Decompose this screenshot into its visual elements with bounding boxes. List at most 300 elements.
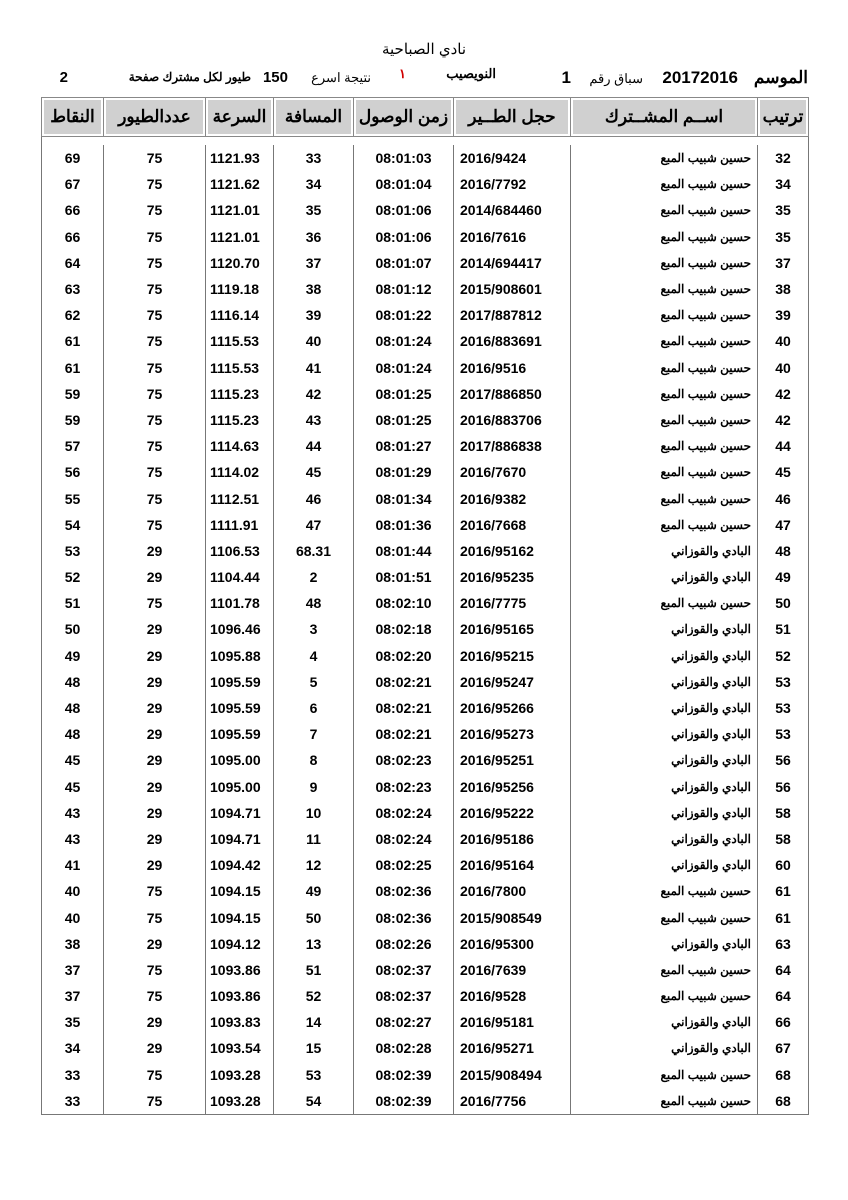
cell-distance: 68.31 xyxy=(274,538,354,564)
cell-arrival-time: 08:01:04 xyxy=(354,171,454,197)
cell-arrival-time: 08:02:24 xyxy=(354,800,454,826)
cell-ring: 2016/9516 xyxy=(454,355,571,381)
cell-birds: 29 xyxy=(104,826,206,852)
cell-distance: 54 xyxy=(274,1088,354,1115)
cell-points: 52 xyxy=(42,564,104,590)
cell-rank: 44 xyxy=(758,433,809,459)
cell-arrival-time: 08:02:23 xyxy=(354,747,454,773)
cell-rank: 51 xyxy=(758,616,809,642)
cell-arrival-time: 08:01:24 xyxy=(354,355,454,381)
cell-points: 61 xyxy=(42,355,104,381)
cell-arrival-time: 08:01:25 xyxy=(354,407,454,433)
cell-arrival-time: 08:02:21 xyxy=(354,669,454,695)
cell-birds: 75 xyxy=(104,983,206,1009)
cell-name: حسين شبيب المبع xyxy=(571,407,758,433)
cell-speed: 1093.54 xyxy=(206,1035,274,1061)
cell-points: 49 xyxy=(42,643,104,669)
cell-speed: 1112.51 xyxy=(206,485,274,511)
cell-speed: 1095.59 xyxy=(206,669,274,695)
cell-birds: 75 xyxy=(104,512,206,538)
club-title: نادي الصباحية xyxy=(381,41,467,58)
table-row xyxy=(42,878,809,904)
cell-speed: 1096.46 xyxy=(206,616,274,642)
cell-name: البادي والقوزاني xyxy=(571,800,758,826)
header-ring: حجل الطــير xyxy=(454,98,571,137)
cell-name: حسين شبيب المبع xyxy=(571,328,758,354)
cell-rank: 35 xyxy=(758,224,809,250)
cell-name: حسين شبيب المبع xyxy=(571,878,758,904)
cell-ring: 2016/95186 xyxy=(454,826,571,852)
cell-arrival-time: 08:01:29 xyxy=(354,459,454,485)
cell-rank: 56 xyxy=(758,774,809,800)
results-table xyxy=(41,97,809,1115)
table-row xyxy=(42,643,809,669)
cell-rank: 53 xyxy=(758,669,809,695)
cell-speed: 1115.53 xyxy=(206,328,274,354)
cell-rank: 38 xyxy=(758,276,809,302)
cell-points: 48 xyxy=(42,669,104,695)
cell-distance: 39 xyxy=(274,302,354,328)
cell-rank: 35 xyxy=(758,197,809,223)
cell-name: حسين شبيب المبع xyxy=(571,250,758,276)
table-row xyxy=(42,381,809,407)
table-row xyxy=(42,590,809,616)
cell-birds: 29 xyxy=(104,800,206,826)
table-row xyxy=(42,197,809,223)
cell-points: 34 xyxy=(42,1035,104,1061)
cell-birds: 75 xyxy=(104,197,206,223)
cell-ring: 2016/7639 xyxy=(454,957,571,983)
cell-arrival-time: 08:02:25 xyxy=(354,852,454,878)
cell-name: البادي والقوزاني xyxy=(571,564,758,590)
cell-points: 64 xyxy=(42,250,104,276)
cell-distance: 10 xyxy=(274,800,354,826)
cell-points: 41 xyxy=(42,852,104,878)
cell-ring: 2016/883706 xyxy=(454,407,571,433)
cell-rank: 66 xyxy=(758,1009,809,1035)
cell-distance: 35 xyxy=(274,197,354,223)
cell-arrival-time: 08:01:06 xyxy=(354,224,454,250)
cell-points: 56 xyxy=(42,459,104,485)
cell-ring: 2016/7800 xyxy=(454,878,571,904)
header-distance: المسافة xyxy=(274,98,354,137)
table-row xyxy=(42,1088,809,1115)
table-row xyxy=(42,302,809,328)
cell-arrival-time: 08:01:27 xyxy=(354,433,454,459)
cell-arrival-time: 08:02:21 xyxy=(354,695,454,721)
cell-points: 35 xyxy=(42,1009,104,1035)
cell-ring: 2015/908494 xyxy=(454,1062,571,1088)
spacer-row xyxy=(42,137,809,146)
table-row xyxy=(42,1062,809,1088)
cell-rank: 47 xyxy=(758,512,809,538)
cell-ring: 2016/7775 xyxy=(454,590,571,616)
cell-distance: 11 xyxy=(274,826,354,852)
cell-speed: 1115.23 xyxy=(206,381,274,407)
cell-rank: 64 xyxy=(758,957,809,983)
cell-rank: 39 xyxy=(758,302,809,328)
header-rank: ترتيب xyxy=(758,98,809,137)
header-points: النقاط xyxy=(42,98,104,137)
cell-speed: 1116.14 xyxy=(206,302,274,328)
cell-name: حسين شبيب المبع xyxy=(571,904,758,930)
cell-rank: 68 xyxy=(758,1088,809,1115)
cell-distance: 40 xyxy=(274,328,354,354)
cell-speed: 1093.86 xyxy=(206,983,274,1009)
season-value: 20172016 xyxy=(662,68,738,87)
table-row xyxy=(42,538,809,564)
cell-points: 45 xyxy=(42,774,104,800)
cell-name: البادي والقوزاني xyxy=(571,1035,758,1061)
cell-speed: 1119.18 xyxy=(206,276,274,302)
cell-ring: 2016/95273 xyxy=(454,721,571,747)
cell-birds: 75 xyxy=(104,1088,206,1115)
cell-ring: 2016/95300 xyxy=(454,931,571,957)
cell-ring: 2016/95251 xyxy=(454,747,571,773)
cell-distance: 45 xyxy=(274,459,354,485)
cell-ring: 2016/95271 xyxy=(454,1035,571,1061)
cell-name: البادي والقوزاني xyxy=(571,747,758,773)
cell-points: 61 xyxy=(42,328,104,354)
cell-speed: 1094.71 xyxy=(206,800,274,826)
cell-speed: 1120.70 xyxy=(206,250,274,276)
cell-speed: 1115.53 xyxy=(206,355,274,381)
cell-name: حسين شبيب المبع xyxy=(571,459,758,485)
cell-speed: 1095.59 xyxy=(206,695,274,721)
cell-distance: 43 xyxy=(274,407,354,433)
cell-distance: 6 xyxy=(274,695,354,721)
table-row xyxy=(42,512,809,538)
cell-rank: 34 xyxy=(758,171,809,197)
cell-rank: 67 xyxy=(758,1035,809,1061)
cell-birds: 29 xyxy=(104,643,206,669)
cell-name: حسين شبيب المبع xyxy=(571,983,758,1009)
cell-ring: 2016/7670 xyxy=(454,459,571,485)
cell-ring: 2016/9528 xyxy=(454,983,571,1009)
table-row xyxy=(42,145,809,171)
table-row xyxy=(42,564,809,590)
cell-birds: 75 xyxy=(104,590,206,616)
cell-speed: 1095.00 xyxy=(206,774,274,800)
cell-rank: 58 xyxy=(758,826,809,852)
cell-points: 43 xyxy=(42,800,104,826)
cell-name: البادي والقوزاني xyxy=(571,931,758,957)
table-row xyxy=(42,171,809,197)
cell-rank: 50 xyxy=(758,590,809,616)
cell-ring: 2017/886838 xyxy=(454,433,571,459)
cell-speed: 1095.00 xyxy=(206,747,274,773)
cell-distance: 41 xyxy=(274,355,354,381)
cell-rank: 37 xyxy=(758,250,809,276)
table-row xyxy=(42,250,809,276)
cell-rank: 32 xyxy=(758,145,809,171)
cell-speed: 1106.53 xyxy=(206,538,274,564)
cell-name: البادي والقوزاني xyxy=(571,1009,758,1035)
cell-rank: 61 xyxy=(758,878,809,904)
cell-birds: 29 xyxy=(104,931,206,957)
header-name: اســم المشــترك xyxy=(571,98,758,137)
cell-name: البادي والقوزاني xyxy=(571,616,758,642)
cell-birds: 75 xyxy=(104,1062,206,1088)
cell-name: حسين شبيب المبع xyxy=(571,512,758,538)
cell-ring: 2015/908601 xyxy=(454,276,571,302)
cell-name: البادي والقوزاني xyxy=(571,852,758,878)
cell-arrival-time: 08:02:10 xyxy=(354,590,454,616)
cell-distance: 44 xyxy=(274,433,354,459)
cell-name: البادي والقوزاني xyxy=(571,538,758,564)
cell-birds: 29 xyxy=(104,852,206,878)
cell-rank: 40 xyxy=(758,328,809,354)
cell-rank: 58 xyxy=(758,800,809,826)
cell-points: 43 xyxy=(42,826,104,852)
table-row xyxy=(42,276,809,302)
cell-ring: 2017/886850 xyxy=(454,381,571,407)
cell-name: حسين شبيب المبع xyxy=(571,1062,758,1088)
cell-points: 33 xyxy=(42,1062,104,1088)
cell-rank: 64 xyxy=(758,983,809,1009)
cell-arrival-time: 08:02:21 xyxy=(354,721,454,747)
cell-distance: 37 xyxy=(274,250,354,276)
cell-speed: 1093.83 xyxy=(206,1009,274,1035)
cell-distance: 49 xyxy=(274,878,354,904)
cell-name: البادي والقوزاني xyxy=(571,721,758,747)
cell-arrival-time: 08:02:37 xyxy=(354,983,454,1009)
cell-arrival-time: 08:01:12 xyxy=(354,276,454,302)
cell-points: 45 xyxy=(42,747,104,773)
table-row xyxy=(42,459,809,485)
result-label: نتيجة اسرع xyxy=(311,70,371,85)
cell-arrival-time: 08:01:44 xyxy=(354,538,454,564)
cell-points: 66 xyxy=(42,197,104,223)
header-arrival-time: زمن الوصول xyxy=(354,98,454,137)
cell-speed: 1111.91 xyxy=(206,512,274,538)
cell-ring: 2016/95162 xyxy=(454,538,571,564)
cell-birds: 29 xyxy=(104,616,206,642)
cell-name: حسين شبيب المبع xyxy=(571,485,758,511)
cell-arrival-time: 08:02:20 xyxy=(354,643,454,669)
cell-ring: 2016/95235 xyxy=(454,564,571,590)
cell-ring: 2016/7792 xyxy=(454,171,571,197)
race-info xyxy=(48,68,808,90)
cell-arrival-time: 08:02:18 xyxy=(354,616,454,642)
cell-rank: 40 xyxy=(758,355,809,381)
cell-points: 37 xyxy=(42,983,104,1009)
cell-distance: 7 xyxy=(274,721,354,747)
cell-rank: 52 xyxy=(758,643,809,669)
race-label: سباق رقم xyxy=(589,71,643,86)
cell-birds: 75 xyxy=(104,145,206,171)
cell-ring: 2016/883691 xyxy=(454,328,571,354)
cell-speed: 1094.12 xyxy=(206,931,274,957)
cell-birds: 29 xyxy=(104,538,206,564)
cell-name: البادي والقوزاني xyxy=(571,826,758,852)
table-row xyxy=(42,931,809,957)
cell-arrival-time: 08:01:51 xyxy=(354,564,454,590)
cell-speed: 1093.28 xyxy=(206,1062,274,1088)
cell-distance: 53 xyxy=(274,1062,354,1088)
cell-birds: 75 xyxy=(104,957,206,983)
cell-birds: 75 xyxy=(104,459,206,485)
cell-distance: 38 xyxy=(274,276,354,302)
cell-rank: 46 xyxy=(758,485,809,511)
cell-arrival-time: 08:02:39 xyxy=(354,1062,454,1088)
cell-birds: 75 xyxy=(104,485,206,511)
cell-ring: 2016/95164 xyxy=(454,852,571,878)
cell-ring: 2016/7668 xyxy=(454,512,571,538)
cell-arrival-time: 08:02:26 xyxy=(354,931,454,957)
cell-points: 50 xyxy=(42,616,104,642)
cell-rank: 42 xyxy=(758,407,809,433)
cell-birds: 29 xyxy=(104,695,206,721)
cell-speed: 1104.44 xyxy=(206,564,274,590)
cell-rank: 53 xyxy=(758,721,809,747)
per-label: طيور لكل مشترك صفحة xyxy=(128,70,251,84)
cell-distance: 8 xyxy=(274,747,354,773)
cell-points: 53 xyxy=(42,538,104,564)
table-row xyxy=(42,852,809,878)
cell-points: 48 xyxy=(42,695,104,721)
race-number: 1 xyxy=(561,68,571,87)
cell-name: حسين شبيب المبع xyxy=(571,197,758,223)
cell-speed: 1101.78 xyxy=(206,590,274,616)
table-row xyxy=(42,1035,809,1061)
cell-ring: 2016/95222 xyxy=(454,800,571,826)
header-birds: عددالطيور xyxy=(104,98,206,137)
cell-birds: 29 xyxy=(104,564,206,590)
cell-arrival-time: 08:01:03 xyxy=(354,145,454,171)
cell-birds: 75 xyxy=(104,407,206,433)
cell-birds: 75 xyxy=(104,302,206,328)
cell-points: 69 xyxy=(42,145,104,171)
cell-speed: 1121.93 xyxy=(206,145,274,171)
cell-birds: 75 xyxy=(104,171,206,197)
header-speed: السرعة xyxy=(206,98,274,137)
cell-arrival-time: 08:01:24 xyxy=(354,328,454,354)
cell-name: حسين شبيب المبع xyxy=(571,302,758,328)
cell-ring: 2014/694417 xyxy=(454,250,571,276)
table-row xyxy=(42,224,809,250)
table-row xyxy=(42,800,809,826)
cell-points: 59 xyxy=(42,407,104,433)
table-row xyxy=(42,355,809,381)
cell-distance: 9 xyxy=(274,774,354,800)
birds-count: 150 xyxy=(262,69,288,86)
cell-points: 62 xyxy=(42,302,104,328)
cell-arrival-time: 08:01:34 xyxy=(354,485,454,511)
table-row xyxy=(42,747,809,773)
cell-distance: 42 xyxy=(274,381,354,407)
cell-distance: 50 xyxy=(274,904,354,930)
cell-ring: 2017/887812 xyxy=(454,302,571,328)
cell-points: 33 xyxy=(42,1088,104,1115)
cell-speed: 1121.01 xyxy=(206,197,274,223)
cell-name: البادي والقوزاني xyxy=(571,695,758,721)
cell-rank: 48 xyxy=(758,538,809,564)
cell-birds: 29 xyxy=(104,774,206,800)
cell-arrival-time: 08:01:07 xyxy=(354,250,454,276)
cell-birds: 75 xyxy=(104,904,206,930)
cell-name: البادي والقوزاني xyxy=(571,669,758,695)
header-row xyxy=(42,98,809,137)
cell-speed: 1094.42 xyxy=(206,852,274,878)
cell-name: حسين شبيب المبع xyxy=(571,171,758,197)
cell-ring: 2016/95165 xyxy=(454,616,571,642)
cell-arrival-time: 08:02:36 xyxy=(354,878,454,904)
cell-speed: 1095.88 xyxy=(206,643,274,669)
table-row xyxy=(42,669,809,695)
cell-rank: 45 xyxy=(758,459,809,485)
cell-points: 55 xyxy=(42,485,104,511)
cell-points: 38 xyxy=(42,931,104,957)
cell-name: حسين شبيب المبع xyxy=(571,1088,758,1115)
cell-speed: 1114.02 xyxy=(206,459,274,485)
cell-birds: 75 xyxy=(104,224,206,250)
cell-rank: 53 xyxy=(758,695,809,721)
cell-arrival-time: 08:02:37 xyxy=(354,957,454,983)
cell-arrival-time: 08:01:25 xyxy=(354,381,454,407)
cell-ring: 2016/95247 xyxy=(454,669,571,695)
cell-ring: 2015/908549 xyxy=(454,904,571,930)
cell-birds: 75 xyxy=(104,250,206,276)
cell-birds: 29 xyxy=(104,1009,206,1035)
cell-arrival-time: 08:02:24 xyxy=(354,826,454,852)
cell-birds: 75 xyxy=(104,328,206,354)
cell-distance: 12 xyxy=(274,852,354,878)
cell-distance: 51 xyxy=(274,957,354,983)
cell-speed: 1115.23 xyxy=(206,407,274,433)
cell-distance: 4 xyxy=(274,643,354,669)
cell-speed: 1121.62 xyxy=(206,171,274,197)
cell-name: البادي والقوزاني xyxy=(571,774,758,800)
cell-ring: 2016/95181 xyxy=(454,1009,571,1035)
cell-name: البادي والقوزاني xyxy=(571,643,758,669)
cell-birds: 29 xyxy=(104,1035,206,1061)
cell-distance: 14 xyxy=(274,1009,354,1035)
cell-name: حسين شبيب المبع xyxy=(571,957,758,983)
cell-points: 48 xyxy=(42,721,104,747)
cell-distance: 13 xyxy=(274,931,354,957)
table-row xyxy=(42,904,809,930)
cell-distance: 2 xyxy=(274,564,354,590)
cell-points: 40 xyxy=(42,904,104,930)
cell-distance: 5 xyxy=(274,669,354,695)
cell-points: 54 xyxy=(42,512,104,538)
cell-birds: 29 xyxy=(104,721,206,747)
cell-points: 63 xyxy=(42,276,104,302)
cell-points: 67 xyxy=(42,171,104,197)
cell-distance: 48 xyxy=(274,590,354,616)
table-row xyxy=(42,721,809,747)
cell-rank: 56 xyxy=(758,747,809,773)
cell-ring: 2016/95256 xyxy=(454,774,571,800)
cell-arrival-time: 08:02:23 xyxy=(354,774,454,800)
cell-points: 37 xyxy=(42,957,104,983)
cell-arrival-time: 08:02:27 xyxy=(354,1009,454,1035)
cell-arrival-time: 08:01:36 xyxy=(354,512,454,538)
cell-distance: 46 xyxy=(274,485,354,511)
cell-speed: 1094.71 xyxy=(206,826,274,852)
cell-name: حسين شبيب المبع xyxy=(571,381,758,407)
cell-arrival-time: 08:01:22 xyxy=(354,302,454,328)
cell-rank: 68 xyxy=(758,1062,809,1088)
cell-speed: 1093.28 xyxy=(206,1088,274,1115)
cell-speed: 1093.86 xyxy=(206,957,274,983)
cell-arrival-time: 08:02:28 xyxy=(354,1035,454,1061)
cell-points: 57 xyxy=(42,433,104,459)
cell-distance: 33 xyxy=(274,145,354,171)
table-row xyxy=(42,407,809,433)
loft-number: ١ xyxy=(399,66,406,81)
